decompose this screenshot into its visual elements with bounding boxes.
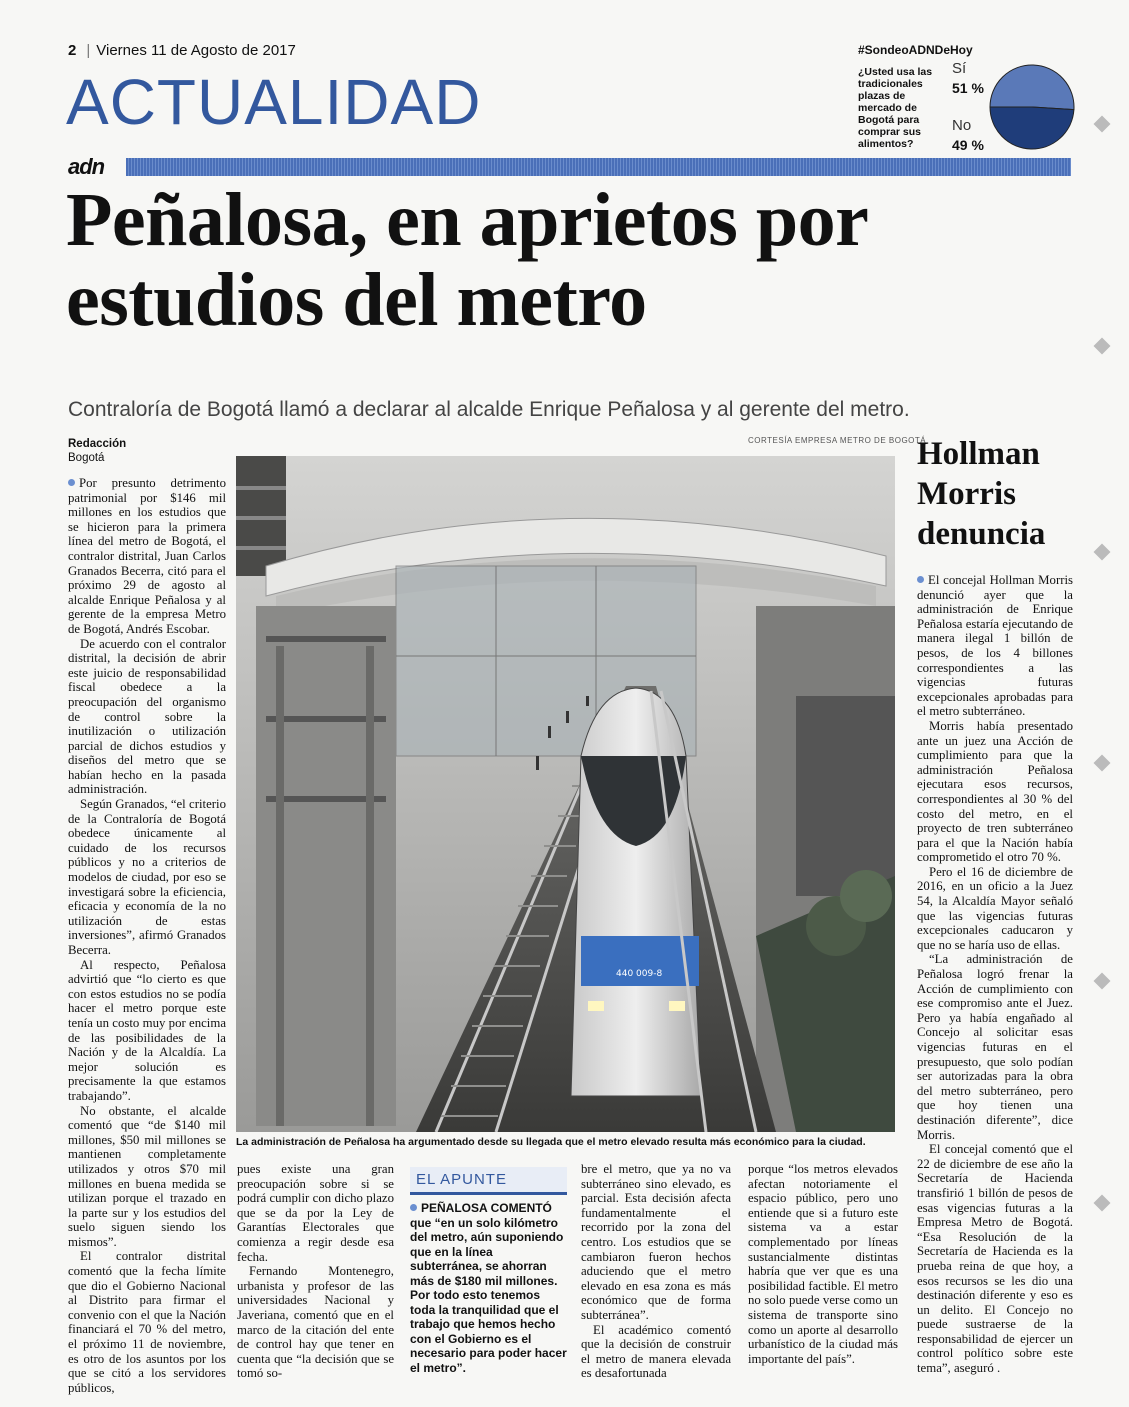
byline-name: Redacción — [68, 438, 127, 450]
paragraph: pues existe una gran preocupación sobre si se podrá cumplir con dicho plazo que se da por la Ley de Garantías Electorales que comienza a regir desde esa fecha. — [237, 1162, 394, 1264]
poll-question: ¿Usted usa las tradicionales plazas de mercado de Bogotá para comprar sus alimentos? — [858, 66, 933, 150]
paragraph: Al respecto, Peñalosa advirtió que “lo cierto es que con estos estudios no se podía hacer el metro porque este tenía un costo muy por encima de las posibilidades de la Nación y de la Alcaldía. La mejor solución es precisamente la que estamos trabajando”. — [68, 957, 226, 1103]
brand-logo: adn — [68, 154, 105, 179]
paragraph: El académico comentó que la decisión de construir el metro de manera elevada es desafortunada — [581, 1322, 731, 1381]
paragraph — [917, 573, 1073, 719]
apunte-body: que “en un solo kilómetro del metro, aún suponiendo que en la línea subterránea, se ahorran más de $180 mil millones. Por todo esto tenemos toda la tranquilidad que el trabajo que hemos hecho con el Gobierno es el necesario para poder hacer el metro”. — [410, 1215, 567, 1375]
issue-date: Viernes 11 de Agosto de 2017 — [96, 42, 296, 59]
paragraph: Pero el 16 de diciembre de 2016, en un oficio a la Juez 54, la Alcaldía Mayor señaló que las vigencias futuras excepcionales caducaron y que no se haría uso de ellas. — [917, 864, 1073, 952]
photo-caption: La administración de Peñalosa ha argumentado desde su llegada que el metro elevado resulta más económico para la ciudad. — [236, 1136, 866, 1148]
paragraph-text: Por presunto detrimento patrimonial por $146 mil millones en los estudios que se hicieron para la primera línea del metro de Bogotá, el contralor distrital, Juan Carlos Granados Becerra, citó para el próximo 29 de agosto al alcalde Enrique Peñalosa y al gerente de la empresa Metro de Bogotá, Andrés Escobar. — [68, 476, 226, 636]
apunte-title: EL APUNTE — [410, 1167, 567, 1195]
paragraph: Según Granados, “el criterio de la Contraloría de Bogotá obedece únicamente al cuidado de los recursos públicos y no a criterios de modelos de ciudad, por eso se investigará sobre la eficiencia, eficacia y economía de la no utilización de estas inversiones”, afirmó Granados Becerra. — [68, 797, 226, 957]
registration-mark — [1094, 755, 1111, 772]
paragraph: No obstante, el alcalde comentó que “de $140 mil millones, $50 mil millones se mantienen completamente utilizados y otros $70 mil millones en buena medida se utilizan porque el trazado en la parte sur y los estudios del suelo siguen siendo los mismos”. — [68, 1103, 226, 1249]
page-number: 2 — [68, 42, 77, 59]
section-title: ACTUALIDAD — [66, 66, 482, 138]
article-column-4 — [581, 1162, 731, 1381]
paragraph: El contralor distrital comentó que la fecha límite que dio el Gobierno Nacional al Distrito para firmar el convenio con el que la Nación financiará el 70 % del metro, el próximo 11 de noviembre, es otro de los asuntos por los que se citó a los servidores públicos, — [68, 1249, 226, 1395]
folio-separator: | — [86, 42, 91, 59]
article-column-5 — [748, 1162, 898, 1366]
apunte-text — [410, 1201, 567, 1375]
train-number: 440 009-8 — [616, 969, 663, 979]
poll-pie-chart — [987, 62, 1077, 152]
paragraph: Fernando Montenegro, urbanista y profesor de las universidades Nacional y Javeriana, comentó que en el marco de la citación del ente de control hay que tener en cuenta que “la decisión que se tomó so- — [237, 1264, 394, 1381]
registration-mark — [1094, 544, 1111, 561]
byline — [68, 437, 126, 465]
sidebar-headline: Hollman Morris denuncia — [917, 436, 1046, 552]
paragraph: “La administración de Peñalosa logró frenar la Acción de cumplimiento con ese compromiso ante el Juez. Pero ya había engañado al Concejo al solicitar esas vigencias futuras en el presupuesto, que solo podían ser autorizadas para la obra del metro subterráneo, pero que hoy tienen una destinación diferente”, dice Morris. — [917, 952, 1073, 1142]
paragraph: porque “los metros elevados afectan notoriamente el espacio público, pero uno entiende que si a futuro este sistema va a estar complementado por líneas sustancialmente distintas habría que ver que es una posibilidad factible. El metro no solo puede verse como un sistema de transporte sino como un aporte al desarrollo urbanístico de la ciudad más importante del país”. — [748, 1162, 898, 1366]
paragraph — [68, 476, 226, 637]
photo-credit: CORTESÍA EMPRESA METRO DE BOGOTÁ — [748, 436, 927, 445]
poll-tag: #SondeoADNDeHoy — [858, 43, 973, 57]
headline: Peñalosa, en aprietos por estudios del metro — [66, 178, 867, 342]
paragraph: De acuerdo con el contralor distrital, la decisión de abrir este juicio de responsabilidad fiscal obedece a la preocupación del organismo de control sobre la inutilización o utilización parcial de dichos estudios y diseños del metro que se habían hecho en la pasada administración. — [68, 636, 226, 797]
poll-yes-label: Sí — [952, 60, 967, 77]
apunte-box — [410, 1167, 567, 1407]
poll-yes-value: 51 % — [952, 80, 984, 96]
registration-mark — [1094, 973, 1111, 990]
paragraph: Morris había presentado ante un juez una Acción de cumplimiento para que la administración Peñalosa ejecutara esos recursos, correspondientes al 30 % del costo del metro, en el proyecto de tren subterráneo para el que la Nación había comprometido el otro 70 %. — [917, 718, 1073, 865]
page-folio — [68, 42, 296, 59]
pie-slice-no — [990, 107, 1074, 149]
pie-slice-yes — [990, 65, 1074, 110]
byline-place: Bogotá — [68, 452, 105, 464]
metro-station-photo — [236, 456, 895, 1132]
paragraph: bre el metro, que ya no va subterráneo sino elevado, es parcial. Esta decisión afecta fundamentalmente el recorrido por la zona del centro. Los estudios que se cambiaron fueron hechos aduciendo que el metro elevado en esa zona es más económico que de forma subterránea”. — [581, 1162, 731, 1322]
article-column-2 — [237, 1162, 394, 1381]
poll-no-label: No — [952, 117, 972, 134]
registration-mark — [1094, 1195, 1111, 1212]
registration-mark — [1094, 116, 1111, 133]
sidebar-body — [917, 573, 1073, 1376]
article-column-1 — [68, 476, 226, 1395]
paragraph-text: El concejal Hollman Morris denunció ayer que la administración de Enrique Peñalosa estaría ejecutando de manera ilegal 1 billón de pesos, de los 4 billones correspondientes a las vigencias futuras excepcionales aprobadas para el metro subterráneo. — [917, 573, 1073, 719]
deck: Contraloría de Bogotá llamó a declarar al alcalde Enrique Peñalosa y al gerente del metro. — [68, 398, 910, 421]
registration-mark — [1094, 338, 1111, 355]
bullet-dot-icon — [917, 576, 924, 583]
paragraph: El concejal comentó que el 22 de diciembre de ese año la Secretaría de Hacienda transfirió 1 billón de pesos de esas vigencias futuras a la Empresa Metro de Bogotá. “Esa Resolución de la Secretaría de Hacienda es la prueba reina de que hoy, a esos recursos se les dio una destinación diferente y eso es un delito. El Concejo no puede sustraerse de la responsabilidad de ejercer un control político sobre este tema”, aseguró . — [917, 1142, 1073, 1376]
bullet-dot-icon — [68, 479, 75, 486]
bullet-dot-icon — [410, 1204, 417, 1211]
section-rule — [126, 158, 1071, 176]
apunte-lead: PEÑALOSA COMENTÓ — [421, 1201, 552, 1215]
poll-no-value: 49 % — [952, 137, 984, 153]
